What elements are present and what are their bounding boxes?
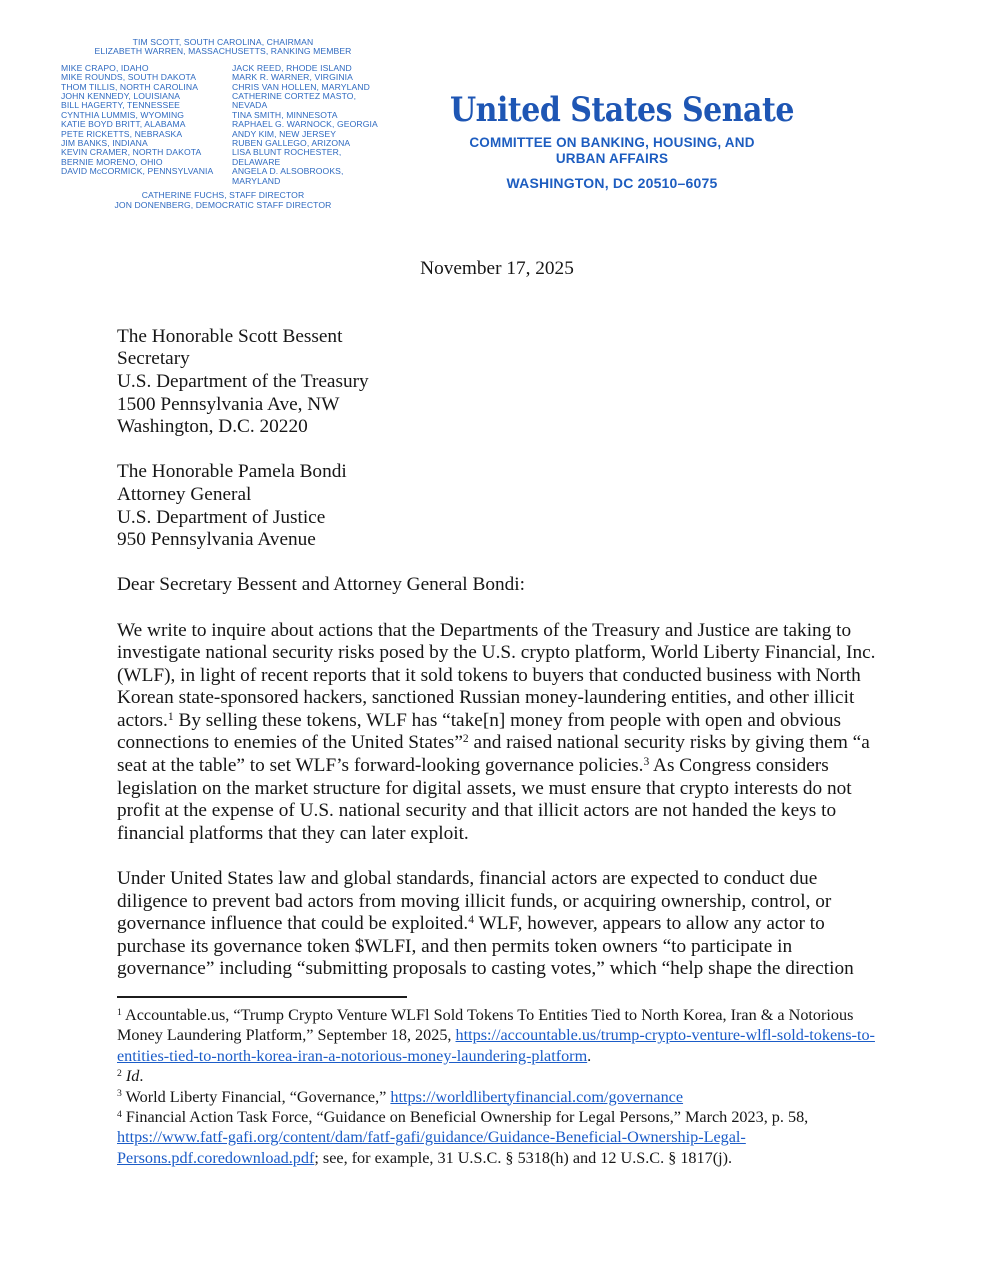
member-name: RUBEN GALLEGO, ARIZONA: [232, 138, 351, 149]
masthead-address: WASHINGTON, DC 20510–6075: [506, 175, 718, 191]
member-name: KEVIN CRAMER, NORTH DAKOTA: [61, 147, 202, 158]
footnote-2: [117, 1066, 877, 1086]
text-run: We write to inquire about actions that the Departments of the Treasury and Justice are taking to investigate national security risks posed by the U.S. crypto platform, World Liberty Financial, Inc. (WLF), in light of recent reports that it sold tokens to buyers that conducted business with North Korean state-sponsored hackers, sanctioned Russian money-laundering entities, and other illicit actors.: [117, 619, 876, 731]
address-line: 1500 Pennsylvania Ave, NW: [117, 393, 340, 415]
member-name: MIKE CRAPO, IDAHO: [61, 62, 149, 73]
member-name: LISA BLUNT ROCHESTER, DELAWARE: [232, 147, 342, 167]
recipient-justice: [117, 461, 877, 551]
member-columns: [61, 64, 385, 186]
member-name: RAPHAEL G. WARNOCK, GEORGIA: [232, 119, 378, 130]
paragraph-2: [117, 868, 877, 981]
member-name: JACK REED, RHODE ISLAND: [232, 62, 352, 73]
footnotes-section: [117, 996, 877, 1168]
committee-line-2: URBAN AFFAIRS: [555, 151, 669, 166]
member-name: TINA SMITH, MINNESOTA: [232, 109, 338, 120]
text-run: Financial Action Task Force, “Guidance on Beneficial Ownership for Legal Persons,” March 2023, p. 58,: [121, 1108, 809, 1127]
senate-title: United States Senate: [450, 90, 794, 131]
text-run: As Congress considers legislation on the market structure for digital assets, we must ensure that crypto interests do not profit at the expense of U.S. national security and that illicit actors are not handed the keys to financial platforms that they can later exploit.: [117, 755, 852, 844]
member-name: CYNTHIA LUMMIS, WYOMING: [61, 109, 185, 120]
footnote-3: [117, 1087, 877, 1107]
text-run: and raised national security risks by giving them “a seat at the table” to set WLF’s forward-looking governance policies.: [117, 732, 870, 777]
text-run: Under United States law and global standards, financial actors are expected to conduct due diligence to prevent bad actors from moving illicit funds, or acquiring ownership, control, or governance influence that could be exploited.: [117, 868, 832, 935]
footnote-4: [117, 1107, 877, 1168]
hyperlink[interactable]: https://www.fatf-gafi.org/content/dam/fatf-gafi/guidance/Guidance-Beneficial-Ownership-Legal-Persons.pdf.coredownload.pdf: [117, 1128, 746, 1167]
member-name: BERNIE MORENO, OHIO: [61, 156, 163, 167]
address-line: Secretary: [117, 348, 190, 370]
text-run: World Liberty Financial, “Governance,”: [121, 1087, 391, 1106]
committee-line-1: COMMITTEE ON BANKING, HOUSING, AND: [469, 135, 755, 150]
footnote-ref: 4: [468, 912, 475, 926]
letterhead-members: [61, 38, 385, 210]
address-line: U.S. Department of Justice: [117, 506, 326, 528]
paragraph-1: [117, 620, 877, 846]
footnote-1: [117, 1005, 877, 1066]
address-line: Attorney General: [117, 483, 252, 505]
member-list-right: [232, 64, 385, 186]
footnote-separator: [117, 996, 407, 998]
member-name: JOHN KENNEDY, LOUISIANA: [61, 91, 181, 102]
address-line: U.S. Department of the Treasury: [117, 370, 369, 392]
staff-directors: [61, 191, 385, 210]
chairman-line: TIM SCOTT, SOUTH CAROLINA, CHAIRMAN: [132, 37, 314, 47]
member-name: ANGELA D. ALSOBROOKS, MARYLAND: [232, 166, 344, 186]
ranking-member-line: ELIZABETH WARREN, MASSACHUSETTS, RANKING MEMBER: [94, 46, 352, 57]
footnote-ref: 4: [117, 1108, 122, 1120]
member-name: JIM BANKS, INDIANA: [61, 138, 148, 149]
member-name: KATIE BOYD BRITT, ALABAMA: [61, 119, 186, 130]
member-name: MIKE ROUNDS, SOUTH DAKOTA: [61, 72, 197, 83]
footnote-ref: 3: [643, 754, 650, 768]
committee-name: [450, 135, 774, 167]
address-line: The Honorable Pamela Bondi: [117, 461, 347, 483]
member-name: DAVID McCORMICK, PENNSYLVANIA: [61, 166, 214, 177]
text-run: .: [139, 1067, 144, 1086]
text-run: Accountable.us, “Trump Crypto Venture WLFl Sold Tokens To Entities Tied to North Korea, Iran & a Notorious Money Laundering Platform,” September 18, 2025,: [117, 1006, 854, 1045]
member-name: CHRIS VAN HOLLEN, MARYLAND: [232, 81, 370, 92]
member-name: ANDY KIM, NEW JERSEY: [232, 128, 337, 139]
hyperlink[interactable]: https://worldlibertyfinancial.com/governance: [390, 1087, 684, 1106]
member-name: BILL HAGERTY, TENNESSEE: [61, 100, 180, 111]
address-line: 950 Pennsylvania Avenue: [117, 529, 316, 551]
text-run: .: [587, 1046, 592, 1065]
member-list-left: [61, 64, 232, 186]
footnote-ref: 1: [167, 709, 174, 723]
address-line: The Honorable Scott Bessent: [117, 325, 343, 347]
letter-date: November 17, 2025: [420, 258, 574, 279]
text-run: WLF, however, appears to allow any actor to purchase its governance token $WLFI, and then permits token owners “to participate in governance” including “submitting proposals to casting votes,” which “help shape the direction: [117, 913, 854, 980]
letterhead-leadership: [61, 38, 385, 57]
footnote-ref: 3: [117, 1088, 122, 1100]
senate-masthead: [450, 90, 794, 191]
address-line: Washington, D.C. 20220: [117, 416, 308, 438]
footnote-ref: 2: [117, 1067, 122, 1079]
footnote-ref: 2: [462, 732, 469, 746]
member-name: PETE RICKETTS, NEBRASKA: [61, 128, 183, 139]
staff-director-line: JON DONENBERG, DEMOCRATIC STAFF DIRECTOR: [114, 199, 332, 210]
salutation: Dear Secretary Bessent and Attorney General Bondi:: [117, 574, 525, 596]
recipient-treasury: [117, 326, 877, 439]
member-name: CATHERINE CORTEZ MASTO, NEVADA: [232, 91, 357, 111]
text-run: By selling these tokens, WLF has “take[n] money from people with open and obvious connections to enemies of the United States”: [117, 709, 842, 754]
italic-text: Id: [121, 1067, 140, 1086]
staff-director-line: CATHERINE FUCHS, STAFF DIRECTOR: [141, 190, 305, 201]
member-name: MARK R. WARNER, VIRGINIA: [232, 72, 353, 83]
text-run: ; see, for example, 31 U.S.C. § 5318(h) and 12 U.S.C. § 1817(j).: [314, 1148, 733, 1167]
hyperlink[interactable]: https://accountable.us/trump-crypto-venture-wlfl-sold-tokens-to-entities-tied-to-north-korea-iran-a-notorious-money-laundering-platform: [117, 1026, 875, 1065]
letter-content: [117, 258, 877, 981]
member-name: THOM TILLIS, NORTH CAROLINA: [61, 81, 199, 92]
footnote-ref: 1: [117, 1006, 122, 1018]
